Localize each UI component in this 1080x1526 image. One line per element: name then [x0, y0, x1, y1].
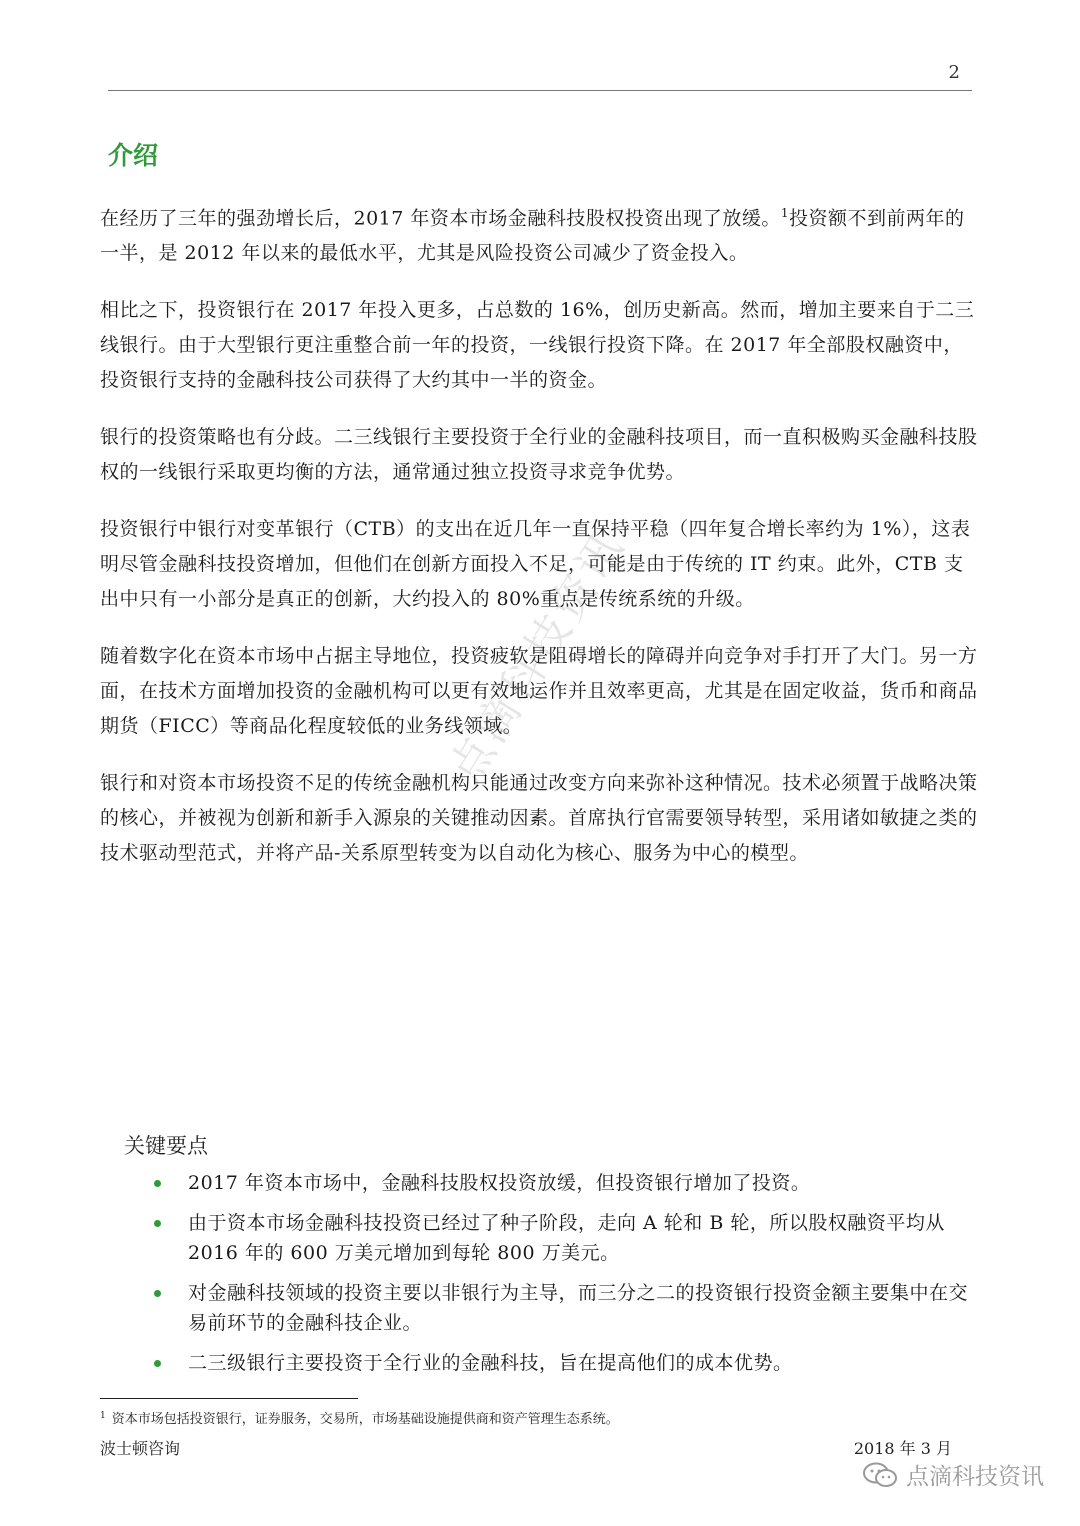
paragraph-6: 银行和对资本市场投资不足的传统金融机构只能通过改变方向来弥补这种情况。技术必须置于战略决策的核心，并被视为创新和新手入源泉的关键推动因素。首席执行官需要领导转型，采用诸如敏捷之类的技术驱动型范式，并将产品-关系原型转变为以自动化为核心、服务为中心的模型。 [100, 772, 978, 865]
header-rule [108, 90, 972, 91]
footnote-ref[interactable]: 1 [780, 206, 790, 220]
footnote-rule [100, 1398, 358, 1399]
key-point-item: 对金融科技领域的投资主要以非银行为主导，而三分之二的投资银行投资金额主要集中在交易前环节的金融科技企业。 [150, 1278, 980, 1338]
paragraph-4: 投资银行中银行对变革银行（CTB）的支出在近几年一直保持平稳（四年复合增长率约为 1%），这表明尽管金融科技投资增加，但他们在创新方面投入不足，可能是由于传统的 IT 约束。此外，CTB 支出中只有一小部分是真正的创新，大约投入的 80%重点是传统系统的升级。 [100, 518, 971, 611]
footnote: $^1$ 资本市场包括投资银行，证券服务，交易所，市场基础设施提供商和资产管理生态系统。 [100, 1410, 619, 1427]
paragraph-3: 银行的投资策略也有分歧。二三线银行主要投资于全行业的金融科技项目，而一直积极购买金融科技股权的一线银行采取更均衡的方法，通常通过独立投资寻求竞争优势。 [100, 426, 978, 484]
section-title: 介绍 [108, 141, 159, 170]
bullet-icon [154, 1290, 161, 1297]
body-text [100, 196, 980, 893]
page-number: 2 [948, 62, 960, 83]
key-point-item: 二三级银行主要投资于全行业的金融科技，旨在提高他们的成本优势。 [150, 1348, 980, 1378]
wechat-icon [862, 1461, 898, 1489]
bullet-icon [154, 1360, 161, 1367]
bullet-icon [154, 1220, 161, 1227]
wechat-account-name: 点滴科技资讯 [906, 1464, 1044, 1490]
key-points-title: 关键要点 [124, 1134, 208, 1158]
key-point-item: 2017 年资本市场中，金融科技股权投资放缓，但投资银行增加了投资。 [150, 1168, 980, 1198]
key-points-list [150, 1168, 980, 1388]
footer-date: 2018 年 3 月 [853, 1439, 952, 1458]
watermark: 点滴科技资讯 [439, 521, 636, 793]
paragraph-2: 相比之下，投资银行在 2017 年投入更多，占总数的 16%，创历史新高。然而，增加主要来自于二三线银行。由于大型银行更注重整合前一年的投资，一线银行投资下降。在 2017 年全部股权融资中，投资银行支持的金融科技公司获得了大约其中一半的资金。 [100, 299, 975, 392]
bullet-icon [154, 1180, 161, 1187]
wechat-badge [862, 1458, 1044, 1491]
paragraph-1: 在经历了三年的强劲增长后，2017 年资本市场金融科技股权投资出现了放缓。$^1$投资额不到前两年的一半，是 2012 年以来的最低水平，尤其是风险投资公司减少了资金投入。 [100, 206, 965, 265]
key-point-item: 由于资本市场金融科技投资已经过了种子阶段，走向 A 轮和 B 轮，所以股权融资平均从 2016 年的 600 万美元增加到每轮 800 万美元。 [150, 1208, 980, 1268]
footer-publisher: 波士顿咨询 [100, 1439, 181, 1458]
paragraph-5: 随着数字化在资本市场中占据主导地位，投资疲软是阻碍增长的障碍并向竞争对手打开了大门。另一方面，在技术方面增加投资的金融机构可以更有效地运作并且效率更高，尤其是在固定收益，货币和商品期货（FICC）等商品化程度较低的业务线领域。 [100, 645, 978, 738]
